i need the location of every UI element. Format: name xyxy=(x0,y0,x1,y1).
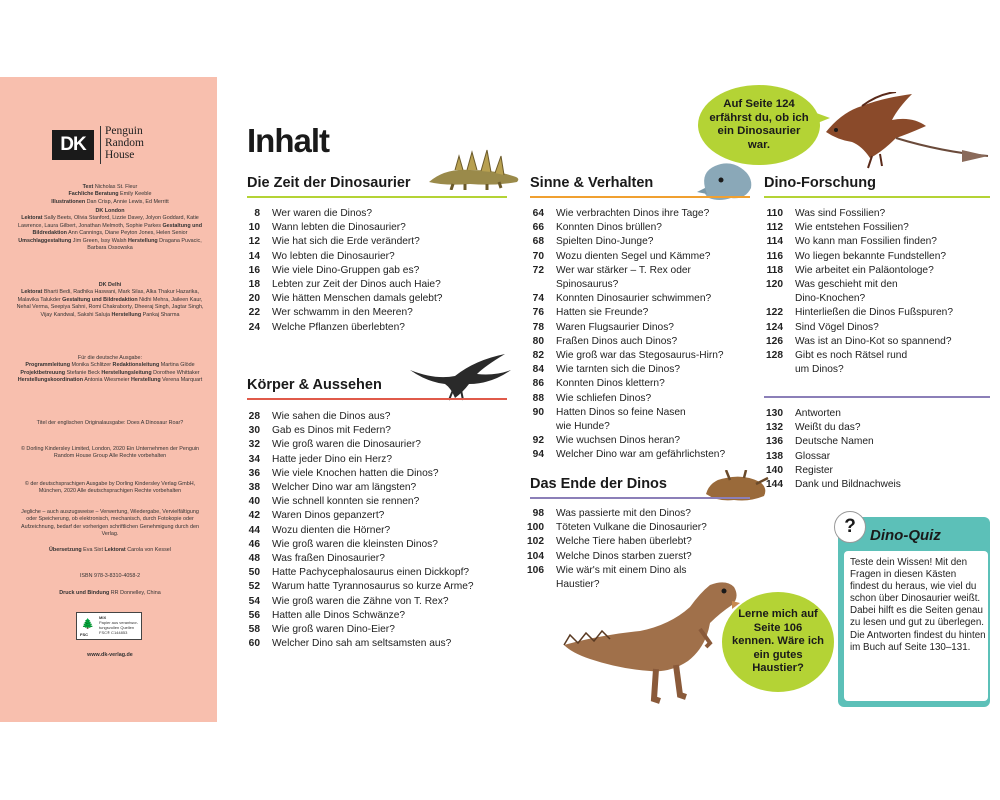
toc-entry xyxy=(514,434,725,448)
section-rule-ende xyxy=(530,497,750,499)
toc-entry-title: Wie wuchsen Dinos heran? xyxy=(556,435,681,447)
toc-entry xyxy=(230,637,474,651)
section-title-ende: Das Ende der Dinos xyxy=(530,476,667,492)
credits-block-german: Für die deutsche Ausgabe: Programmleitung Monika Schlitzer Redaktionsleitung Martina Glöde Projektbetreuung Stefanie Beck Herstellungsleitung Dorothee Whittaker Herstellungskoordination Antonia Wiesmeier Herstellung Verena Marquart xyxy=(17,355,203,384)
toc-entry xyxy=(230,264,442,278)
toc-entry-title: Hatte Pachycephalosaurus einen Dickkopf? xyxy=(272,567,470,579)
toc-page-number: 124 xyxy=(766,321,783,333)
toc-entry xyxy=(514,321,725,335)
toc-entry xyxy=(230,580,474,594)
dk-logo: DK xyxy=(52,130,94,160)
toc-page-number: 118 xyxy=(766,264,783,276)
toc-entry-title: Töteten Vulkane die Dinosaurier? xyxy=(556,522,707,534)
toc-page-number: 110 xyxy=(766,208,783,219)
toc-entry xyxy=(514,207,725,221)
toc-entry xyxy=(753,450,901,464)
toc-entry xyxy=(514,292,725,306)
toc-page-number: 90 xyxy=(532,406,544,418)
toc-entry xyxy=(514,363,725,377)
toc-entry-title: Wo kann man Fossilien finden? xyxy=(795,236,937,248)
toc-entry xyxy=(753,235,953,249)
toc-entry-title: Wie entstehen Fossilien? xyxy=(795,222,909,234)
toc-entry xyxy=(230,235,442,249)
toc-entry-title: Hatten sie Freunde? xyxy=(556,307,649,319)
toc-page-number: 46 xyxy=(248,538,260,550)
toc-entry xyxy=(230,623,474,637)
logo-divider xyxy=(100,126,101,164)
toc-entry-title: Welche Tiere haben überlebt? xyxy=(556,536,692,548)
toc-entry xyxy=(753,321,953,335)
toc-entry xyxy=(230,292,442,306)
section-rule-koerper xyxy=(247,398,507,400)
toc-entry-title: Welcher Dino war am längsten? xyxy=(272,482,417,494)
toc-page-number: 70 xyxy=(532,250,544,262)
toc-page-number: 106 xyxy=(527,564,544,576)
toc-entry-title: Lebten zur Zeit der Dinos auch Haie? xyxy=(272,279,441,291)
toc-entry-title: Konnten Dinos klettern? xyxy=(556,378,665,390)
toc-entry xyxy=(514,235,725,249)
section-title-sinne: Sinne & Verhalten xyxy=(530,175,654,191)
toc-entry-title: Wozu dienten die Hörner? xyxy=(272,524,391,536)
toc-page-number: 44 xyxy=(248,524,260,536)
toc-page-number: 50 xyxy=(248,567,260,579)
section-rule-anhang xyxy=(764,396,990,398)
toc-page-number: 102 xyxy=(527,536,544,548)
toc-list-anhang xyxy=(753,407,901,492)
dino-quiz-title: Dino-Quiz xyxy=(870,527,941,544)
toc-entry-title: Dank und Bildnachweis xyxy=(795,479,901,491)
credits-copyright-uk: © Dorling Kindersley Limited, London, 2020 Ein Unternehmen der Penguin Random House Group Alle Rechte vorbehalten xyxy=(20,446,200,460)
toc-page-number: 116 xyxy=(766,250,783,262)
toc-entry-title: Wozu dienten Segel und Kämme? xyxy=(556,250,711,262)
dino-quiz-text: Teste dein Wissen! Mit den Fragen in diesen Kästen findest du heraus, wie viel du schon über Dinosaurier weißt. Dabei hilft es die Seiten genau zu lesen und gut zu überlegen. Die Antworten findest du hinten im Buch auf Seite 130–131. xyxy=(850,557,986,653)
section-title-zeit: Die Zeit der Dinosaurier xyxy=(247,175,411,191)
toc-entry xyxy=(753,407,901,421)
toc-entry xyxy=(230,552,474,566)
toc-entry xyxy=(753,335,953,349)
toc-entry xyxy=(753,464,901,478)
dinosaur-illustration-armored xyxy=(425,148,523,190)
toc-entry xyxy=(230,410,474,424)
toc-entry-title: Wie viele Knochen hatten die Dinos? xyxy=(272,467,439,479)
toc-entry-title: Hatten Dinos so feine Nasen wie Hunde? xyxy=(556,406,686,433)
dino-quiz-body xyxy=(844,551,988,701)
toc-page-number: 120 xyxy=(766,279,783,291)
toc-page-number: 92 xyxy=(532,435,544,447)
fsc-label: 🌲 MIX Papier aus verantwortungsvollen Quellen FSC® C144853 FSC xyxy=(76,612,142,640)
toc-entry xyxy=(230,306,442,320)
toc-entry xyxy=(514,377,725,391)
toc-entry xyxy=(514,406,725,434)
toc-entry-title: Welcher Dino war am gefährlichsten? xyxy=(556,449,726,461)
toc-entry-title: Konnten Dinosaurier schwimmen? xyxy=(556,293,712,305)
toc-page-number: 98 xyxy=(532,508,544,519)
toc-page-number: 56 xyxy=(248,609,260,621)
toc-entry-title: Welche Dinos starben zuerst? xyxy=(556,550,692,562)
toc-entry-title: Wie groß war das Stegosaurus-Hirn? xyxy=(556,350,724,362)
toc-entry-title: Was sind Fossilien? xyxy=(795,208,886,219)
speech-bubble-bottom: Lerne mich auf Seite 106 kennen. Wäre ich ein gutes Haustier? xyxy=(722,592,834,692)
toc-entry-title: Hatte jeder Dino ein Herz? xyxy=(272,453,393,465)
toc-page-number: 30 xyxy=(248,425,260,437)
toc-page-number: 68 xyxy=(532,236,544,248)
credits-legal: Jegliche – auch auszugsweise – Verwertung, Wiedergabe, Vervielfältigung oder Speicherung, ob elektronisch, mechanisch, durch Fotokopie oder Aufzeichnung, bedarf der vorherigen schriftlichen Genehmigung durch den Verlag. xyxy=(20,509,199,538)
page-title: Inhalt xyxy=(247,122,329,159)
toc-entry xyxy=(230,467,474,481)
toc-entry xyxy=(514,250,725,264)
toc-entry-title: Was geschieht mit den Dino-Knochen? xyxy=(795,279,898,305)
toc-entry-title: Wer waren die Dinos? xyxy=(272,208,373,219)
toc-entry xyxy=(514,392,725,406)
section-rule-zeit xyxy=(247,196,507,198)
toc-entry-title: Wie viele Dino-Gruppen gab es? xyxy=(272,264,420,276)
toc-page-number: 138 xyxy=(766,450,783,462)
toc-entry-title: Wer war stärker – T. Rex oder Spinosaurus? xyxy=(556,264,691,291)
toc-page-number: 132 xyxy=(766,422,783,434)
toc-entry-title: Waren Flugsaurier Dinos? xyxy=(556,321,674,333)
toc-page-number: 136 xyxy=(766,436,783,448)
toc-page-number: 140 xyxy=(766,464,783,476)
toc-entry xyxy=(230,278,442,292)
toc-entry-title: Was passierte mit den Dinos? xyxy=(556,508,691,519)
toc-entry-title: Sind Vögel Dinos? xyxy=(795,321,879,333)
section-title-koerper: Körper & Aussehen xyxy=(247,377,382,393)
toc-entry-title: Was fraßen Dinosaurier? xyxy=(272,553,385,565)
toc-page-number: 74 xyxy=(532,293,544,305)
toc-page-number: 24 xyxy=(248,321,260,333)
toc-page-number: 104 xyxy=(527,550,544,562)
toc-page-number: 80 xyxy=(532,335,544,347)
toc-entry xyxy=(753,435,901,449)
toc-list-zeit xyxy=(230,207,442,335)
toc-entry xyxy=(753,264,953,278)
toc-page-number: 18 xyxy=(248,279,260,291)
toc-page-number: 88 xyxy=(532,392,544,404)
toc-page-number: 66 xyxy=(532,222,544,234)
toc-entry xyxy=(753,250,953,264)
toc-entry-title: Wie sahen die Dinos aus? xyxy=(272,411,391,422)
toc-page-number: 36 xyxy=(248,467,260,479)
toc-page-number: 126 xyxy=(766,335,783,347)
toc-page-number: 32 xyxy=(248,439,260,451)
toc-entry xyxy=(514,535,707,549)
toc-entry xyxy=(230,453,474,467)
toc-entry-title: Wie hat sich die Erde verändert? xyxy=(272,236,420,248)
toc-page-number: 20 xyxy=(248,293,260,305)
toc-entry-title: Wann lebten die Dinosaurier? xyxy=(272,222,406,234)
toc-entry xyxy=(514,335,725,349)
toc-entry-title: Deutsche Namen xyxy=(795,436,874,448)
toc-page-number: 10 xyxy=(248,222,260,234)
toc-page-number: 34 xyxy=(248,453,260,465)
toc-entry xyxy=(514,306,725,320)
toc-list-sinne xyxy=(514,207,725,463)
toc-page-number: 130 xyxy=(766,408,783,419)
toc-page-number: 14 xyxy=(248,250,260,262)
toc-entry-title: Wo liegen bekannte Fundstellen? xyxy=(795,250,947,262)
question-mark-icon: ? xyxy=(834,511,866,543)
toc-entry-title: Was ist an Dino-Kot so spannend? xyxy=(795,335,952,347)
toc-list-forschung xyxy=(753,207,953,377)
penguin-random-house-logo: Penguin Random House xyxy=(105,125,144,161)
toc-entry xyxy=(753,349,953,377)
toc-entry-title: Wie wär's mit einem Dino als Haustier? xyxy=(556,564,687,591)
credits-block-delhi: DK Delhi Lektorat Bharti Bedi, Radhika Haswani, Mark Silas, Alka Thakur Hazarika, Malavika Talukder Gestaltung und Bildredaktion Nidhi Mehra, Jaileen Kaur, Nehal Verma, Seepiya Sahni, Romi Chakraborty, Dheeraj Singh, Jagtar Singh, Vijay Kandwal, Sakshi Saluja Herstellung Pankaj Sharma xyxy=(16,282,204,318)
toc-entry xyxy=(753,207,953,221)
speech-bubble-top: Auf Seite 124 erfährst du, ob ich ein Dinosaurier war. xyxy=(698,85,820,165)
toc-entry xyxy=(514,507,707,521)
toc-entry xyxy=(514,448,725,462)
section-rule-sinne xyxy=(530,196,750,198)
toc-entry-title: Spielten Dino-Junge? xyxy=(556,236,654,248)
toc-entry-title: Warum hatte Tyrannosaurus so kurze Arme? xyxy=(272,581,474,593)
toc-entry xyxy=(230,438,474,452)
section-rule-forschung xyxy=(764,196,990,198)
dino-quiz-box xyxy=(838,517,990,707)
toc-page-number: 128 xyxy=(766,350,783,362)
toc-entry-title: Register xyxy=(795,464,833,476)
fsc-tree-icon: 🌲 xyxy=(81,619,95,630)
toc-page-number: 48 xyxy=(248,553,260,565)
toc-page-number: 40 xyxy=(248,496,260,508)
toc-entry-title: Welche Pflanzen überlebten? xyxy=(272,321,405,333)
speech-bubble-bottom-tail xyxy=(730,620,748,638)
toc-entry xyxy=(753,278,953,306)
toc-page-number: 16 xyxy=(248,264,260,276)
toc-page-number: 144 xyxy=(766,479,783,491)
toc-entry xyxy=(230,321,442,335)
toc-page-number: 12 xyxy=(248,236,260,248)
toc-entry-title: Wie groß waren Dino-Eier? xyxy=(272,624,395,636)
toc-entry xyxy=(753,306,953,320)
toc-entry xyxy=(753,421,901,435)
toc-entry-title: Gibt es noch Rätsel rund um Dinos? xyxy=(795,350,908,376)
toc-entry-title: Konnten Dinos brüllen? xyxy=(556,222,662,234)
toc-entry xyxy=(230,524,474,538)
toc-entry xyxy=(230,221,442,235)
toc-page-number: 114 xyxy=(766,236,783,248)
toc-entry-title: Antworten xyxy=(795,408,841,419)
credits-original-title: Titel der englischen Originalausgabe: Does A Dinosaur Roar? xyxy=(36,420,184,426)
credits-copyright-de: © der deutschsprachigen Ausgabe by Dorling Kindersley Verlag GmbH, München, 2020 Alle deutschsprachigen Rechte vorbehalten xyxy=(24,481,196,495)
toc-entry-title: Weißt du das? xyxy=(795,422,861,434)
toc-entry-title: Wo lebten die Dinosaurier? xyxy=(272,250,395,262)
toc-page-number: 94 xyxy=(532,449,544,461)
toc-page-number: 122 xyxy=(766,307,783,319)
toc-list-koerper xyxy=(230,410,474,651)
toc-page-number: 72 xyxy=(532,264,544,276)
toc-entry xyxy=(514,221,725,235)
toc-entry-title: Wie verbrachten Dinos ihre Tage? xyxy=(556,208,710,219)
toc-entry xyxy=(230,609,474,623)
toc-entry xyxy=(514,521,707,535)
toc-entry-title: Fraßen Dinos auch Dinos? xyxy=(556,335,678,347)
toc-page-number: 58 xyxy=(248,624,260,636)
toc-entry xyxy=(514,349,725,363)
toc-page-number: 52 xyxy=(248,581,260,593)
archaeopteryx-illustration xyxy=(822,92,992,170)
toc-page-number: 42 xyxy=(248,510,260,522)
credits-isbn: ISBN 978-3-8310-4058-2 xyxy=(79,573,141,579)
toc-entry-title: Wie tarnten sich die Dinos? xyxy=(556,364,681,376)
toc-entry xyxy=(753,478,901,492)
toc-entry-title: Waren Dinos gepanzert? xyxy=(272,510,385,522)
toc-entry xyxy=(230,424,474,438)
toc-entry xyxy=(230,250,442,264)
toc-entry xyxy=(230,566,474,580)
toc-entry-title: Gab es Dinos mit Federn? xyxy=(272,425,391,437)
toc-entry-title: Wie arbeitet ein Paläontologe? xyxy=(795,264,934,276)
toc-entry-title: Hinterließen die Dinos Fußspuren? xyxy=(795,307,953,319)
credits-block-london: DK London Lektorat Sally Beets, Olivia Stanford, Lizzie Davey, Jolyon Goddard, Katie Lawrence, Laura Gilbert, Jonathan Melmoth, Sophie Parkes Gestaltung und Bildredaktion Ann Cannings, Diane Peyton Jones, Helen Senior Umschlaggestaltung Jim Green, Issy Walsh Herstellung Dragana Puvacic, Barbara Ossowska xyxy=(18,208,202,252)
toc-page-number: 28 xyxy=(248,411,260,422)
credits-block-authors: Text Nicholas St. Fleur Fachliche Beratung Emily Keeble Illustrationen Dan Crisp, Annie Lewis, Ed Merritt xyxy=(51,184,169,205)
toc-page-number: 60 xyxy=(248,638,260,650)
credits-translation: Übersetzung Eva Sixt Lektorat Carola von Kessel xyxy=(49,547,171,553)
toc-entry xyxy=(230,481,474,495)
toc-page-number: 86 xyxy=(532,378,544,390)
toc-page-number: 22 xyxy=(248,307,260,319)
toc-page-number: 8 xyxy=(254,208,260,219)
toc-entry xyxy=(230,509,474,523)
toc-page-number: 112 xyxy=(766,222,783,234)
toc-page-number: 82 xyxy=(532,350,544,362)
toc-page-number: 84 xyxy=(532,364,544,376)
toc-page-number: 64 xyxy=(532,208,544,219)
toc-entry-title: Wie hätten Menschen damals gelebt? xyxy=(272,293,443,305)
toc-entry-title: Welcher Dino sah am seltsamsten aus? xyxy=(272,638,452,650)
toc-page-number: 78 xyxy=(532,321,544,333)
toc-entry-title: Wie schnell konnten sie rennen? xyxy=(272,496,420,508)
feathered-dinosaur-illustration xyxy=(405,350,515,402)
toc-entry xyxy=(230,495,474,509)
toc-entry xyxy=(753,221,953,235)
toc-page-number: 54 xyxy=(248,595,260,607)
credits-website: www.dk-verlag.de xyxy=(87,652,133,658)
toc-entry xyxy=(230,595,474,609)
credits-print: Druck und Bindung RR Donnelley, China xyxy=(59,590,161,596)
toc-page-number: 38 xyxy=(248,482,260,494)
toc-entry-title: Wie groß waren die Zähne von T. Rex? xyxy=(272,595,449,607)
toc-entry-title: Wie groß waren die kleinsten Dinos? xyxy=(272,538,438,550)
toc-page-number: 76 xyxy=(532,307,544,319)
toc-entry-title: Wie groß waren die Dinosaurier? xyxy=(272,439,421,451)
toc-entry-title: Wie schliefen Dinos? xyxy=(556,392,652,404)
toc-entry-title: Glossar xyxy=(795,450,831,462)
toc-entry-title: Wer schwamm in den Meeren? xyxy=(272,307,413,319)
toc-page-number: 100 xyxy=(527,522,544,534)
toc-entry xyxy=(230,538,474,552)
toc-entry-title: Hatten alle Dinos Schwänze? xyxy=(272,609,406,621)
toc-entry xyxy=(514,550,707,564)
toc-entry xyxy=(514,264,725,292)
section-title-forschung: Dino-Forschung xyxy=(764,175,876,191)
toc-entry xyxy=(230,207,442,221)
